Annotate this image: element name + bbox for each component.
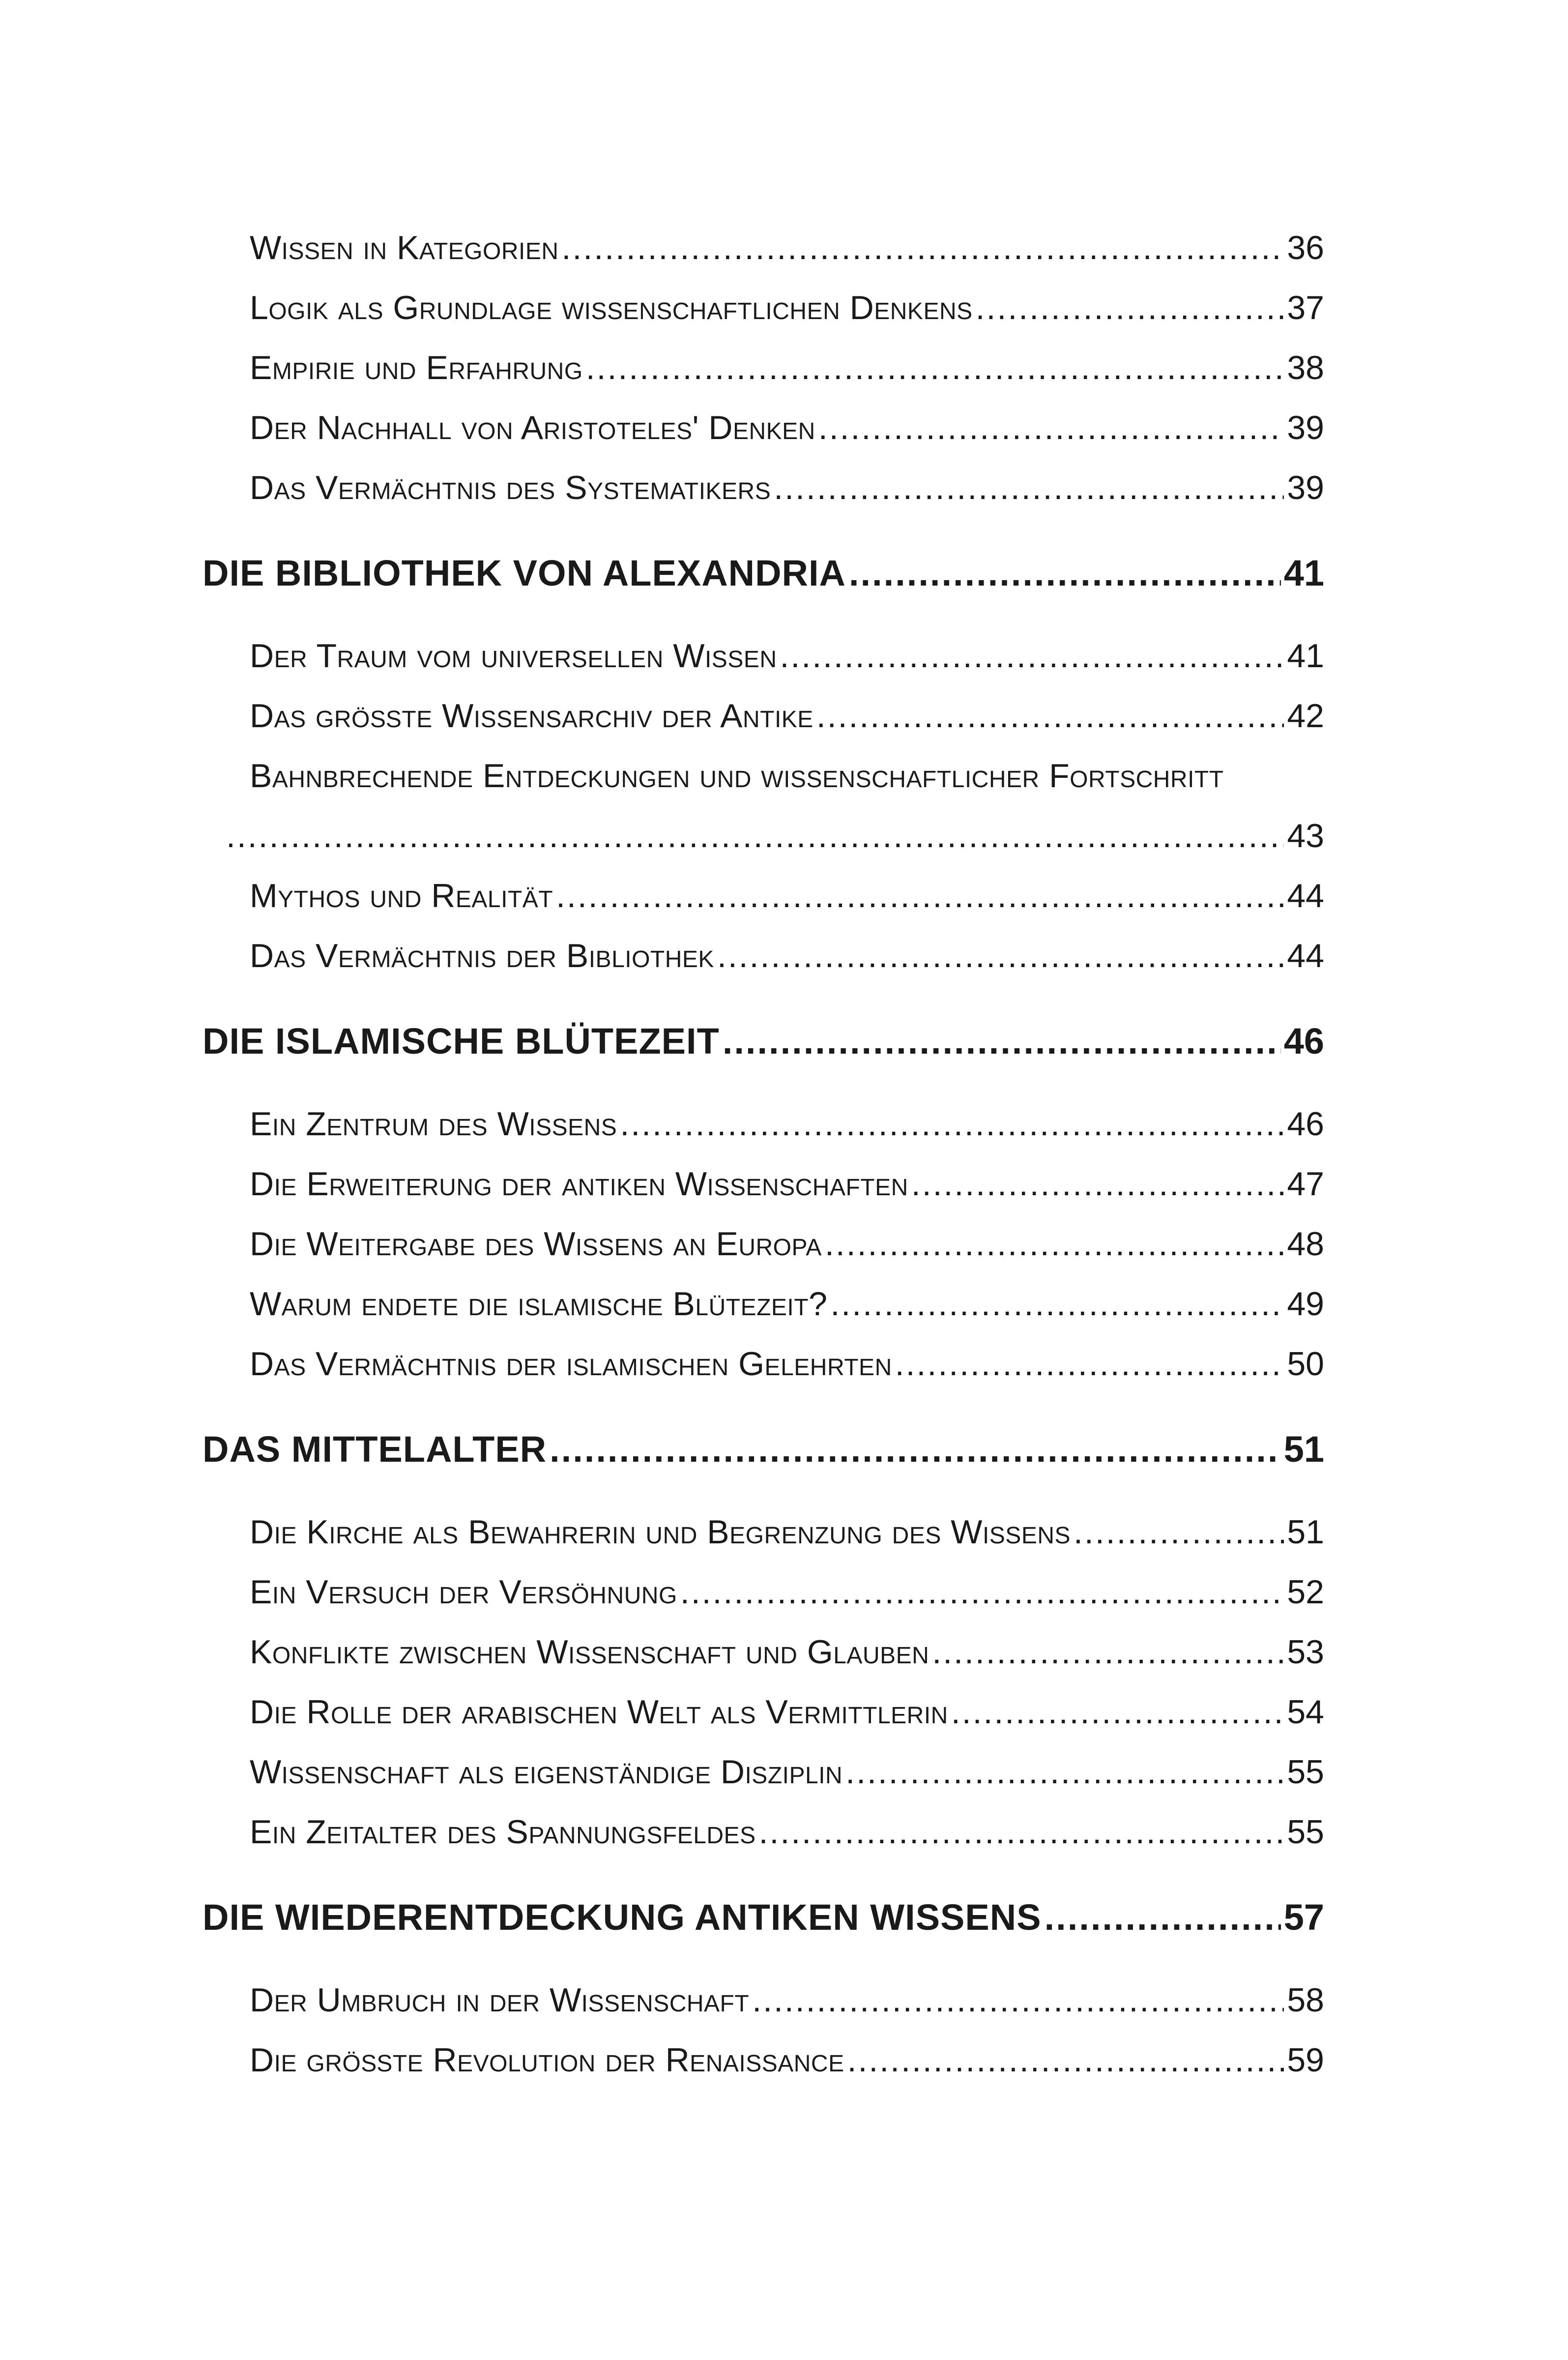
dot-leader — [845, 1753, 1284, 1791]
toc-entry[interactable] — [250, 1225, 1324, 1263]
toc-entry[interactable] — [250, 877, 1324, 915]
dot-leader — [680, 1573, 1284, 1611]
toc-entry-title: Konflikte zwischen Wissenschaft und Glauben — [250, 1633, 929, 1671]
dot-leader — [774, 469, 1284, 507]
toc-entry-title: Die Weitergabe des Wissens an Europa — [250, 1225, 822, 1263]
dot-leader — [586, 349, 1284, 387]
toc-entry-page: 41 — [1287, 637, 1324, 675]
toc-entry[interactable] — [250, 2041, 1324, 2079]
toc-entry-page: 50 — [1287, 1345, 1324, 1383]
toc-entry[interactable] — [250, 289, 1324, 327]
dot-leader — [550, 1428, 1281, 1470]
toc-entry-page: 54 — [1287, 1693, 1324, 1731]
toc-entry-title: Empirie und Erfahrung — [250, 349, 583, 386]
dot-leader — [847, 2041, 1284, 2079]
toc-entry-page: 38 — [1287, 349, 1324, 386]
toc-entry-page: 37 — [1287, 289, 1324, 326]
toc-entry-page: 39 — [1287, 409, 1324, 446]
toc-entry[interactable] — [250, 1813, 1324, 1851]
dot-leader — [620, 1105, 1284, 1143]
toc-entry-page: 47 — [1287, 1165, 1324, 1203]
toc-entry[interactable] — [250, 409, 1324, 447]
toc-entry[interactable] — [250, 757, 1224, 795]
toc-entry-title: Logik als Grundlage wissenschaftlichen Denkens — [250, 289, 973, 326]
dot-leader — [1074, 1513, 1284, 1551]
toc-chapter-title: DIE WIEDERENTDECKUNG ANTIKEN WISSENS — [203, 1897, 1042, 1938]
toc-entry-title: Wissen in Kategorien — [250, 229, 559, 266]
toc-entry-page: 42 — [1287, 697, 1324, 735]
toc-entry-page: 59 — [1287, 2041, 1324, 2079]
toc-entry-page: 44 — [1287, 877, 1324, 914]
dot-leader — [976, 289, 1284, 327]
toc-entry[interactable] — [250, 1513, 1324, 1551]
toc-entry-title: Die größte Revolution der Renaissance — [250, 2041, 844, 2079]
toc-chapter-title: DIE ISLAMISCHE BLÜTEZEIT — [203, 1021, 720, 1062]
toc-entry-page: 44 — [1287, 937, 1324, 974]
toc-chapter-page: 51 — [1283, 1429, 1324, 1470]
toc-entry-page: 55 — [1287, 1753, 1324, 1791]
toc-entry[interactable] — [250, 1105, 1324, 1143]
toc-entry-title: Das Vermächtnis des Systematikers — [250, 469, 771, 506]
toc-entry-title: Das Vermächtnis der islamischen Gelehrten — [250, 1345, 892, 1383]
toc-entry-page: 53 — [1287, 1633, 1324, 1671]
toc-entry-page: 55 — [1287, 1813, 1324, 1851]
toc-entry[interactable] — [250, 1981, 1324, 2019]
toc-entry-title: Das Vermächtnis der Bibliothek — [250, 937, 714, 974]
dot-leader — [562, 229, 1284, 267]
dot-leader — [932, 1633, 1284, 1671]
dot-leader — [759, 1813, 1284, 1851]
toc-chapter[interactable] — [203, 552, 1324, 594]
toc-entry-title: Warum endete die islamische Blütezeit? — [250, 1285, 828, 1323]
toc-entry-page: 51 — [1287, 1513, 1324, 1551]
toc-entry-title: Ein Zentrum des Wissens — [250, 1105, 617, 1143]
toc-entry-page: 36 — [1287, 229, 1324, 266]
dot-leader — [825, 1225, 1284, 1263]
dot-leader — [849, 552, 1281, 594]
toc-chapter-page: 57 — [1283, 1897, 1324, 1938]
toc-entry[interactable] — [250, 1633, 1324, 1671]
toc-entry-title: Das größte Wissensarchiv der Antike — [250, 697, 813, 735]
dot-leader — [1045, 1896, 1281, 1938]
dot-leader — [951, 1693, 1284, 1731]
dot-leader — [723, 1020, 1281, 1062]
dot-leader — [556, 877, 1284, 915]
toc-chapter[interactable] — [203, 1896, 1324, 1938]
toc-entry-title: Der Nachhall von Aristoteles' Denken — [250, 409, 815, 446]
toc-entry[interactable] — [250, 229, 1324, 267]
toc-entry-continuation[interactable] — [226, 817, 1324, 855]
toc-entry-title: Die Rolle der arabischen Welt als Vermittlerin — [250, 1693, 948, 1731]
toc-chapter-page: 46 — [1283, 1021, 1324, 1062]
toc-entry-page: 58 — [1287, 1981, 1324, 2019]
toc-entry[interactable] — [250, 1285, 1324, 1323]
toc-entry-title: Wissenschaft als eigenständige Disziplin — [250, 1753, 843, 1791]
toc-entry-page: 43 — [1287, 817, 1324, 855]
toc-entry[interactable] — [250, 1345, 1324, 1383]
toc-entry[interactable] — [250, 1165, 1324, 1203]
dot-leader — [717, 937, 1284, 975]
toc-chapter[interactable] — [203, 1428, 1324, 1470]
toc-entry[interactable] — [250, 1573, 1324, 1611]
toc-chapter-title: DIE BIBLIOTHEK VON ALEXANDRIA — [203, 553, 846, 593]
dot-leader — [818, 409, 1284, 447]
toc-entry-page: 49 — [1287, 1285, 1324, 1323]
dot-leader — [830, 1285, 1284, 1323]
toc-entry-page: 52 — [1287, 1573, 1324, 1611]
toc-entry-title: Bahnbrechende Entdeckungen und wissenschaftlicher Fortschritt — [250, 757, 1224, 795]
dot-leader — [895, 1345, 1284, 1383]
toc-entry[interactable] — [250, 469, 1324, 507]
dot-leader — [911, 1165, 1284, 1203]
dot-leader — [816, 697, 1284, 735]
toc-entry-title: Mythos und Realität — [250, 877, 553, 914]
dot-leader — [226, 817, 1284, 855]
toc-entry[interactable] — [250, 697, 1324, 735]
toc-chapter[interactable] — [203, 1020, 1324, 1062]
toc-entry[interactable] — [250, 349, 1324, 387]
toc-entry-title: Ein Zeitalter des Spannungsfeldes — [250, 1813, 756, 1851]
dot-leader — [752, 1981, 1284, 2019]
toc-entry-page: 39 — [1287, 469, 1324, 506]
toc-entry[interactable] — [250, 937, 1324, 975]
dot-leader — [780, 637, 1284, 675]
toc-entry[interactable] — [250, 1753, 1324, 1791]
toc-entry-title: Die Kirche als Bewahrerin und Begrenzung des Wissens — [250, 1513, 1071, 1551]
toc-entry-title: Ein Versuch der Versöhnung — [250, 1573, 677, 1611]
toc-entry-page: 46 — [1287, 1105, 1324, 1143]
toc-entry-title: Die Erweiterung der antiken Wissenschaften — [250, 1165, 908, 1203]
toc-entry[interactable] — [250, 1693, 1324, 1731]
toc-entry[interactable] — [250, 637, 1324, 675]
toc-chapter-page: 41 — [1283, 553, 1324, 593]
toc-entry-title: Der Umbruch in der Wissenschaft — [250, 1981, 750, 2019]
toc-entry-title: Der Traum vom universellen Wissen — [250, 637, 777, 675]
toc-chapter-title: DAS MITTELALTER — [203, 1429, 547, 1470]
toc-entry-page: 48 — [1287, 1225, 1324, 1263]
